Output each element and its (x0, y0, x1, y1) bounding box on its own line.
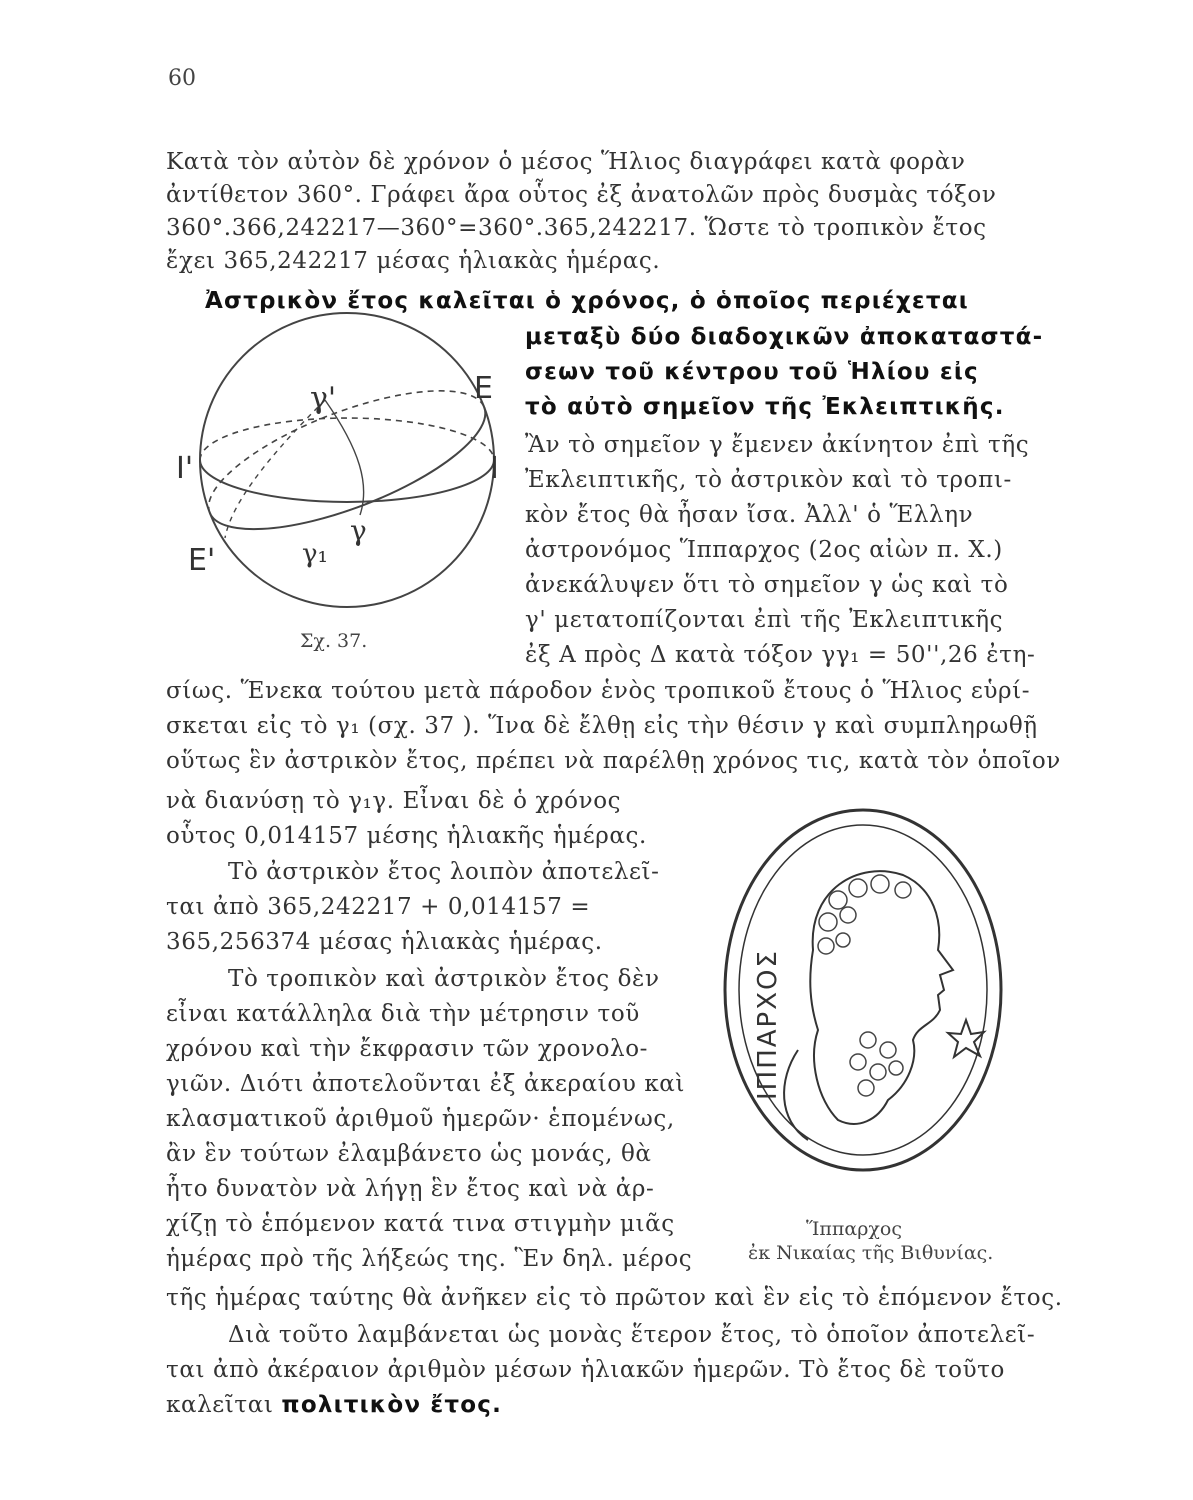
label-E-prime: E' (188, 543, 216, 578)
text-line: σκεται εἰς τὸ γ₁ (σχ. 37 ). Ἵνα δὲ ἔλθῃ εἰς τὴν θέσιν γ καὶ συμπληρωθῇ (166, 713, 1038, 739)
celestial-sphere-diagram (170, 300, 510, 630)
portrait-caption-name: Ἵππαρχος (806, 1218, 902, 1240)
text-line: 365,256374 μέσας ἡλιακὰς ἡμέρας. (166, 929, 603, 955)
portrait-caption-origin: ἐκ Νικαίας τῆς Βιθυνίας. (748, 1242, 994, 1264)
text-line: Κατὰ τὸν αὐτὸν δὲ χρόνον ὁ μέσος Ἥλιος διαγράφει κατὰ φορὰν (166, 149, 966, 175)
definition-heading: Ἀστρικὸν ἔτος καλεῖται ὁ χρόνος, ὁ ὁποῖος περιέχεται (205, 288, 969, 314)
text-line: Τὸ ἀστρικὸν ἔτος λοιπὸν ἀποτελεῖ- (228, 859, 660, 885)
text-line: σίως. Ἕνεκα τούτου μετὰ πάροδον ἑνὸς τροπικοῦ ἔτους ὁ Ἥλιος εὑρί- (166, 678, 1031, 704)
text-line: γ' μετατοπίζονται ἐπὶ τῆς Ἐκλειπτικῆς (525, 607, 1004, 633)
page-number: 60 (168, 66, 196, 91)
label-E: E (474, 371, 493, 406)
text-line: νὰ διανύσῃ τὸ γ₁γ. Εἶναι δὲ ὁ χρόνος (166, 788, 622, 814)
text-line: ται ἀπὸ 365,242217 + 0,014157 = (166, 894, 591, 920)
text-line: ἀντίθετον 360°. Γράφει ἄρα οὗτος ἐξ ἀνατολῶν πρὸς δυσμὰς τόξον (166, 182, 997, 208)
text-line: ται ἀπὸ ἀκέραιον ἀριθμὸν μέσων ἡλιακῶν ἡμερῶν. Τὸ ἔτος δὲ τοῦτο (166, 1357, 1005, 1383)
text-line: Ἂν τὸ σημεῖον γ ἔμενεν ἀκίνητον ἐπὶ τῆς (525, 432, 1030, 458)
text-line: χίζῃ τὸ ἑπόμενον κατά τινα στιγμὴν μιᾶς (166, 1211, 675, 1237)
text-line: κὸν ἔτος θὰ ἦσαν ἴσα. Ἀλλ' ὁ Ἕλλην (525, 502, 974, 528)
last-line (166, 1390, 502, 1420)
hipparchus-portrait (718, 800, 1008, 1180)
text-line: κλασματικοῦ ἀριθμοῦ ἡμερῶν· ἑπομένως, (166, 1106, 675, 1132)
label-gamma-prime: γ' (310, 381, 337, 416)
text-line: Τὸ τροπικὸν καὶ ἀστρικὸν ἔτος δὲν (228, 966, 660, 992)
term-political-year: πολιτικὸν ἔτος. (281, 1392, 503, 1418)
label-I: I (490, 451, 499, 486)
text-line: ἂν ἓν τούτων ἐλαμβάνετο ὡς μονάς, θὰ (166, 1141, 652, 1167)
label-I-prime: I' (176, 451, 194, 486)
text-line: Διὰ τοῦτο λαμβάνεται ὡς μονὰς ἕτερον ἔτος, τὸ ὁποῖον ἀποτελεῖ- (228, 1322, 1036, 1348)
label-gamma1: γ₁ (302, 539, 328, 569)
text-line: 360°.366,242217—360°=360°.365,242217. Ὥστε τὸ τροπικὸν ἔτος (166, 215, 987, 241)
label-gamma: γ (350, 514, 367, 547)
text-line: εἶναι κατάλληλα διὰ τὴν μέτρησιν τοῦ (166, 1001, 640, 1027)
text-line: ἦτο δυνατὸν νὰ λήγῃ ἓν ἔτος καὶ νὰ ἀρ- (166, 1176, 655, 1202)
definition-line: τὸ αὐτὸ σημεῖον τῆς Ἐκλειπτικῆς. (525, 394, 1005, 420)
text-line: Ἐκλειπτικῆς, τὸ ἀστρικὸν καὶ τὸ τροπι- (525, 467, 1012, 493)
definition-line: σεων τοῦ κέντρου τοῦ Ἡλίου εἰς (525, 359, 979, 385)
text-line: τῆς ἡμέρας ταύτης θὰ ἀνῆκεν εἰς τὸ πρῶτον καὶ ἓν εἰς τὸ ἑπόμενον ἔτος. (166, 1285, 1063, 1311)
text-line: οὗτος 0,014157 μέσης ἡλιακῆς ἡμέρας. (166, 823, 647, 849)
text-line: ἔχει 365,242217 μέσας ἡλιακὰς ἡμέρας. (166, 248, 661, 274)
figure-caption: Σχ. 37. (300, 630, 368, 652)
text-line: ἀστρονόμος Ἵππαρχος (2ος αἰὼν π. Χ.) (525, 537, 1003, 563)
text-line: οὕτως ἓν ἀστρικὸν ἔτος, πρέπει νὰ παρέλθῃ χρόνος τις, κατὰ τὸν ὁποῖον (166, 748, 1061, 774)
text-line: γιῶν. Διότι ἀποτελοῦνται ἐξ ἀκεραίου καὶ (166, 1071, 686, 1097)
text-line: ἡμέρας πρὸ τῆς λήξεώς της. Ἓν δηλ. μέρος (166, 1246, 693, 1272)
definition-line: μεταξὺ δύο διαδοχικῶν ἀποκαταστά- (525, 324, 1044, 350)
text-line: χρόνου καὶ τὴν ἔκφρασιν τῶν χρονολο- (166, 1036, 649, 1062)
text-line: ἐξ Α πρὸς Δ κατὰ τόξον γγ₁ = 50'',26 ἐτη- (525, 642, 1036, 668)
portrait-inscription: ΙΠΠΑΡΧΟΣ (753, 949, 783, 1100)
text-line: ἀνεκάλυψεν ὅτι τὸ σημεῖον γ ὡς καὶ τὸ (525, 572, 1009, 598)
last-line-prefix: καλεῖται (166, 1392, 274, 1418)
